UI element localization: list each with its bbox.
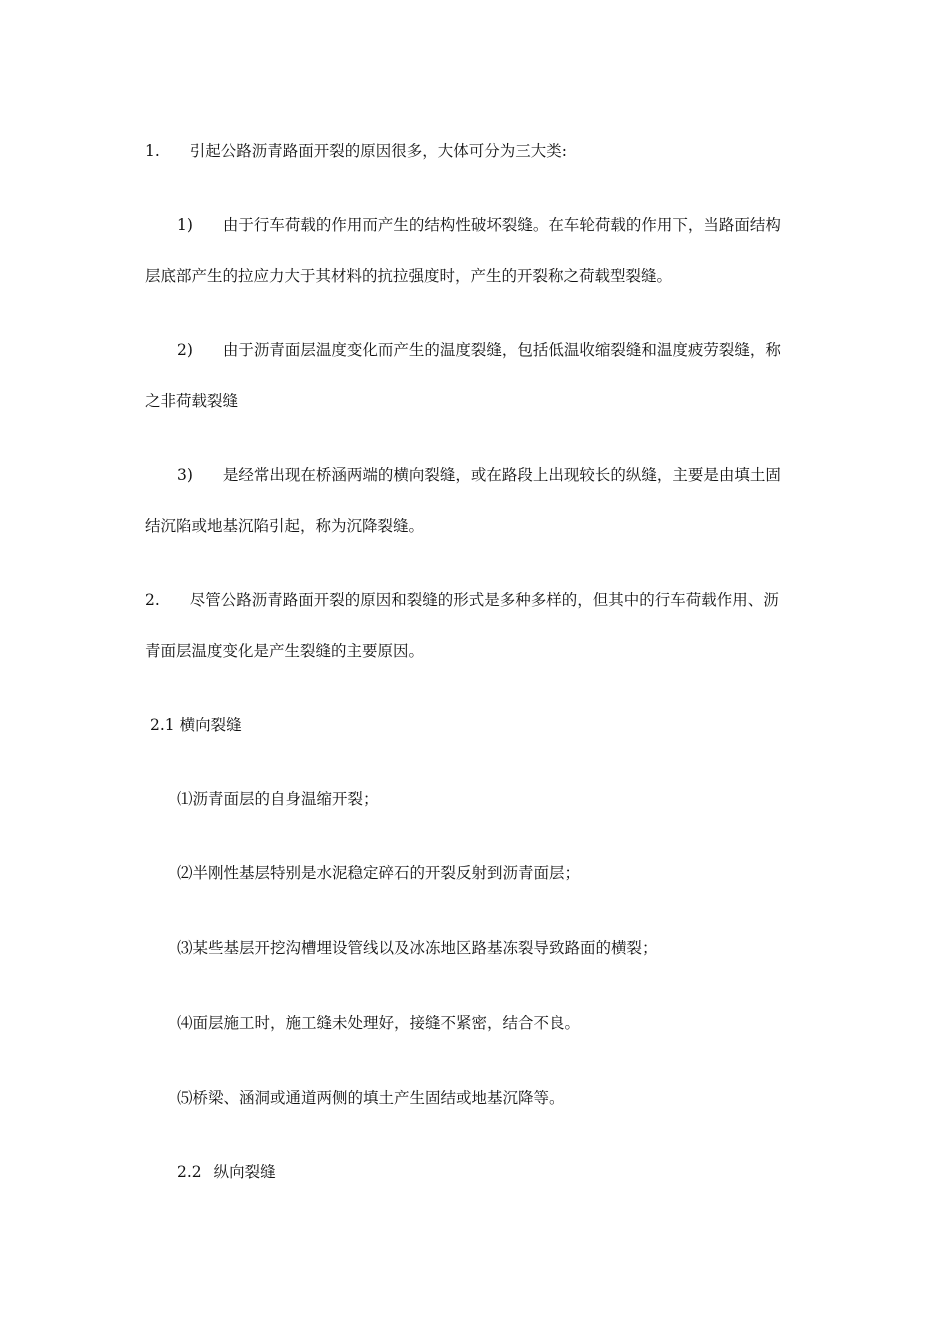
item-2-line-2: 青面层温度变化是产生裂缝的主要原因。 [145,642,425,660]
item-1 [145,140,567,162]
section-2-1-item-1: ⑴沥青面层的自身温缩开裂； [177,790,379,808]
sub-item-1-text-1: 由于行车荷载的作用而产生的结构性破坏裂缝。在车轮荷载的作用下，当路面结构 [222,216,781,234]
sub-item-1-number: 1) [177,216,193,234]
sub-item-3-line-1 [177,464,781,486]
item-2-number: 2. [145,591,160,609]
section-2-1-item-3: ⑶某些基层开挖沟槽埋设管线以及冰冻地区路基冻裂导致路面的横裂； [177,939,658,957]
item-2-text-1: 尽管公路沥青路面开裂的原因和裂缝的形式是多种多样的，但其中的行车荷载作用、沥 [189,591,779,609]
section-2-1-item-4: ⑷面层施工时，施工缝未处理好，接缝不紧密，结合不良。 [177,1014,581,1032]
sub-item-3-text-1: 是经常出现在桥涵两端的横向裂缝，或在路段上出现较长的纵缝，主要是由填土固 [222,466,781,484]
sub-item-2-text-1: 由于沥青面层温度变化而产生的温度裂缝，包括低温收缩裂缝和温度疲劳裂缝，称 [222,341,781,359]
section-2-1-heading: 2.1 横向裂缝 [150,716,242,734]
section-2-2-number: 2.2 [177,1163,202,1181]
section-2-1-item-2: ⑵半刚性基层特别是水泥稳定碎石的开裂反射到沥青面层； [177,864,581,882]
sub-item-1-line-1 [177,214,781,236]
section-2-2-title: 纵向裂缝 [213,1163,276,1181]
sub-item-2-line-1 [177,339,781,361]
sub-item-2-number: 2) [177,341,193,359]
section-2-1-item-5: ⑸桥梁、涵洞或通道两侧的填土产生固结或地基沉降等。 [177,1089,565,1107]
item-1-text: 引起公路沥青路面开裂的原因很多，大体可分为三大类: [189,142,568,160]
sub-item-3-number: 3) [177,466,193,484]
sub-item-3-line-2: 结沉陷或地基沉陷引起，称为沉降裂缝。 [145,517,425,535]
sub-item-2-line-2: 之非荷载裂缝 [145,392,239,410]
sub-item-1-line-2: 层底部产生的拉应力大于其材料的抗拉强度时，产生的开裂称之荷载型裂缝。 [145,267,673,285]
item-1-number: 1. [145,142,160,160]
section-2-2-heading [177,1161,276,1183]
item-2-line-1 [145,589,779,611]
